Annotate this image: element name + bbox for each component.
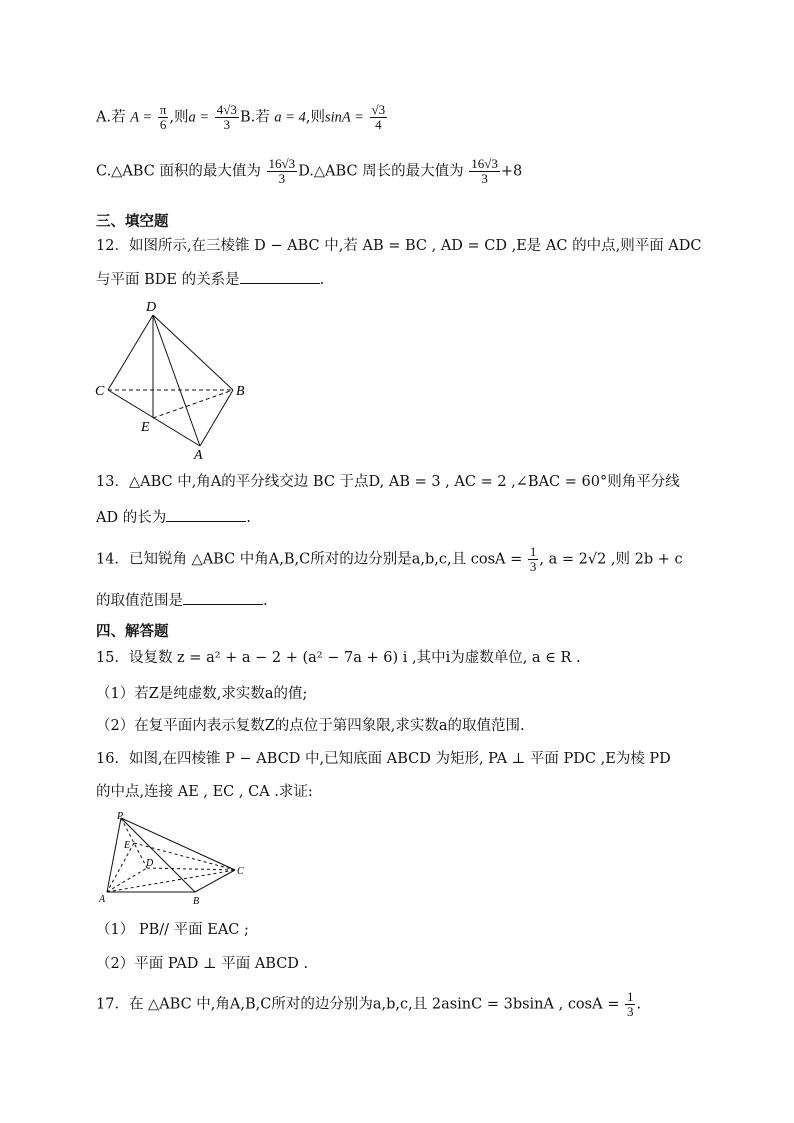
frac-num: π (159, 102, 167, 117)
q15-sub1: （1）若Z是纯虚数,求实数a的值; (96, 686, 308, 702)
fraction-sqrt3-4 (370, 103, 388, 132)
option-d-text: D.△ABC 周长的最大值为 (298, 163, 464, 180)
q13-end: . (246, 510, 251, 526)
label-b: B (193, 896, 200, 907)
fraction-16sqrt3-3-b (469, 157, 500, 186)
option-b-then: ,则 (305, 109, 325, 126)
label-p: P (117, 811, 124, 822)
q15-sub2: （2）在复平面内表示复数Z的点位于第四象限,求实数a的取值范围. (96, 718, 525, 734)
frac-den: 3 (529, 559, 537, 574)
option-b-cond: a = 4 (274, 109, 306, 126)
label-c: C (237, 866, 244, 877)
frac-den: 4 (375, 117, 382, 132)
frac-num: √3 (371, 102, 386, 117)
option-a-var: a = (188, 109, 210, 126)
option-c-text: C.△ABC 面积的最大值为 (96, 163, 261, 180)
q17-text: 17．在 △ABC 中,角A,B,C所对的边分别为a,b,c,且 2asinC = 3bsinA , cosA = (96, 996, 620, 1013)
q16-line1: 16．如图,在四棱锥 P − ABCD 中,已知底面 ABCD 为矩形, PA ⊥ 平面 PDC ,E为棱 PD (96, 751, 671, 767)
pyramid-figure (95, 810, 255, 910)
q15-line1: 15．设复数 z = a² + a − 2 + (a² − 7a + 6) i ,其中i为虚数单位, a ∈ R . (96, 650, 581, 666)
edge-db (153, 315, 233, 390)
option-b-sin: sinA = (324, 109, 364, 126)
q16-line2: 的中点,连接 AE , EC , CA .求证: (96, 784, 313, 800)
q13-line2-text: AD 的长为 (96, 510, 167, 526)
fraction-16sqrt3-3 (267, 157, 298, 186)
answer-blank (166, 506, 246, 522)
edge-pb (121, 818, 195, 892)
q14-line1 (96, 545, 683, 574)
option-a-cond: A = (130, 109, 153, 126)
q17-line1 (96, 990, 641, 1019)
fraction-1-3 (528, 545, 539, 574)
edge-eb-hidden (153, 390, 233, 418)
edge-pc (121, 818, 235, 870)
label-a: A (194, 448, 203, 461)
q13-line1: 13．△ABC 中,角A的平分线交边 BC 于点D, AB = 3 , AC = 2 ,∠BAC = 60°则角平分线 (96, 474, 680, 490)
q17-end: . (636, 996, 642, 1013)
q14-end: . (263, 593, 268, 609)
q16-sub1: （1） PB// 平面 EAC ; (96, 922, 249, 938)
option-d-tail: +8 (500, 163, 523, 180)
frac-den: 3 (223, 117, 231, 132)
option-a-then: ,则 (169, 109, 189, 126)
frac-den: 3 (626, 1004, 634, 1019)
edge-pa (107, 818, 121, 892)
q14-line2-text: 的取值范围是 (96, 593, 183, 609)
q11-option-ab (96, 103, 388, 132)
frac-num: 16√3 (268, 156, 296, 171)
frac-den: 3 (278, 171, 286, 186)
q14-line2 (96, 589, 268, 611)
section-heading-fill-blank: 三、填空题 (96, 213, 169, 230)
label-c: C (95, 384, 105, 399)
edge-dc-hidden (147, 868, 235, 870)
q12-line2 (96, 268, 324, 290)
label-d: D (146, 858, 154, 869)
label-e: E (141, 420, 150, 435)
q16-sub2: （2）平面 PAD ⊥ 平面 ABCD . (96, 956, 309, 972)
label-e: E (124, 840, 131, 851)
frac-num: 4√3 (216, 102, 237, 117)
edge-ab (200, 390, 233, 446)
frac-num: 16√3 (471, 156, 498, 171)
q12-end: . (319, 272, 325, 288)
label-a: A (99, 894, 106, 905)
tetrahedron-figure (90, 296, 260, 461)
q14-text-tail: , a = 2√2 ,则 2b + c (539, 551, 683, 568)
q14-text: 14．已知锐角 △ABC 中角A,B,C所对的边分别是a,b,c,且 cosA = (96, 551, 523, 568)
option-b-label: B.若 (239, 109, 270, 126)
frac-num: 1 (626, 989, 634, 1004)
edge-dc (108, 315, 153, 390)
q12-line2-text: 与平面 BDE 的关系是 (96, 272, 240, 288)
answer-blank (183, 589, 263, 605)
label-d: D (146, 300, 157, 315)
fraction-pi-6 (158, 103, 169, 132)
fraction-4sqrt3-3 (215, 103, 239, 132)
fraction-1-3-b (625, 990, 636, 1019)
q13-line2 (96, 506, 251, 528)
edge-da (153, 315, 200, 446)
frac-den: 3 (481, 171, 488, 186)
frac-num: 1 (529, 544, 537, 559)
q11-option-cd (96, 157, 522, 186)
option-a-label: A.若 (96, 109, 126, 126)
label-b: B (236, 384, 245, 399)
q12-line1: 12．如图所示,在三棱锥 D − ABC 中,若 AB = BC , AD = CD ,E是 AC 的中点,则平面 ADC (96, 238, 702, 254)
frac-den: 6 (159, 117, 167, 132)
answer-blank (240, 268, 320, 284)
section-heading-answer: 四、解答题 (96, 623, 169, 640)
